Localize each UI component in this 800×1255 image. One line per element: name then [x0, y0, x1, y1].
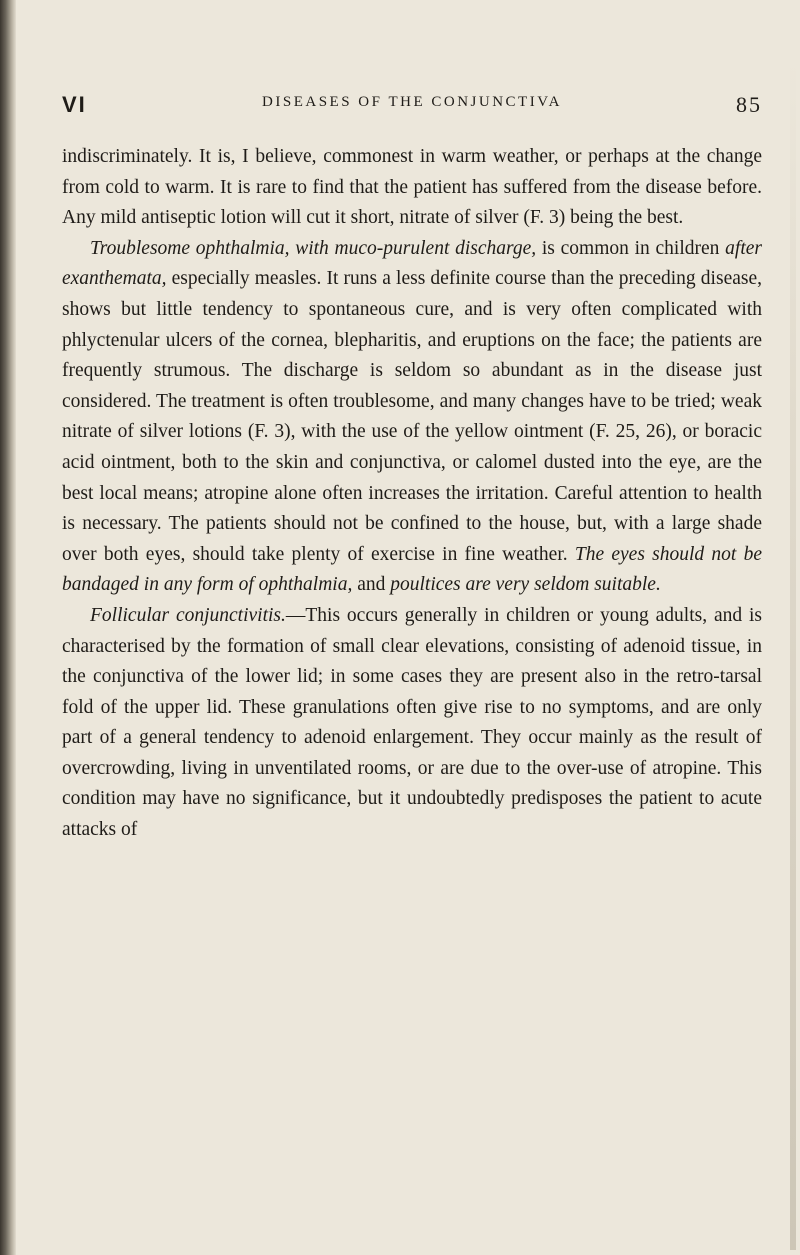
- book-page: [62, 92, 762, 846]
- section-heading-italic: Follicular conjunctivitis.: [90, 604, 286, 626]
- chapter-number: VI: [62, 92, 87, 117]
- page-edge-shading: [790, 60, 796, 1250]
- running-header: [62, 92, 762, 122]
- italic-phrase: Troublesome ophthalmia, with muco-purulent discharge,: [90, 237, 537, 259]
- italic-phrase: poultices are very seldom suitable.: [390, 574, 661, 596]
- paragraph-1: indiscriminately. It is, I believe, commonest in warm weather, or perhaps at the change from cold to warm. It is rare to find that the patient has suffered from the disease before. Any mild antiseptic lotion will cut it short, nitrate of silver (F. 3) being the best.: [62, 146, 762, 229]
- book-spine-shadow: [0, 0, 16, 1255]
- running-title: DISEASES OF THE CONJUNCTIVA: [262, 94, 562, 110]
- page-number: 85: [736, 92, 762, 117]
- paragraph-2: Troublesome ophthalmia, with muco-purulent discharge, is common in children after exanthemata, especially measles. It runs a less definite course than the preceding disease, shows but little tendency to spontaneous cure, and is very often complicated with phlyctenular ulcers of the cornea, blepharitis, and eruptions on the face; the patients are frequently strumous. The discharge is seldom so abundant as in the disease just considered. The treatment is often troublesome, and many changes have to be tried; weak nitrate of silver lotions (F. 3), with the use of the yellow ointment (F. 25, 26), or boracic acid ointment, both to the skin and conjunctiva, or calomel dusted into the eye, are the best local means; atropine alone often increases the irritation. Careful attention to health is necessary. The patients should not be confined to the house, but, with a large shade over both eyes, should take plenty of exercise in fine weather. The eyes should not be bandaged in any form of ophthalmia, and poultices are very seldom suitable.: [62, 237, 762, 596]
- italic-phrase: The eyes should not be bandaged in any form of ophthalmia,: [62, 543, 762, 596]
- italic-phrase: after exanthemata,: [62, 237, 762, 290]
- paragraph-3: Follicular conjunctivitis.—This occurs generally in children or young adults, and is characterised by the formation of small clear elevations, consisting of adenoid tissue, in the conjunctiva of the lower lid; in some cases they are present also in the retro-tarsal fold of the upper lid. These granulations often give rise to no symptoms, and are only part of a general tendency to adenoid enlargement. They occur mainly as the result of overcrowding, living in unventilated rooms, or are due to the over-use of atropine. This condition may have no significance, but it undoubtedly predisposes the patient to acute attacks of: [62, 604, 762, 841]
- page-body: [62, 142, 762, 846]
